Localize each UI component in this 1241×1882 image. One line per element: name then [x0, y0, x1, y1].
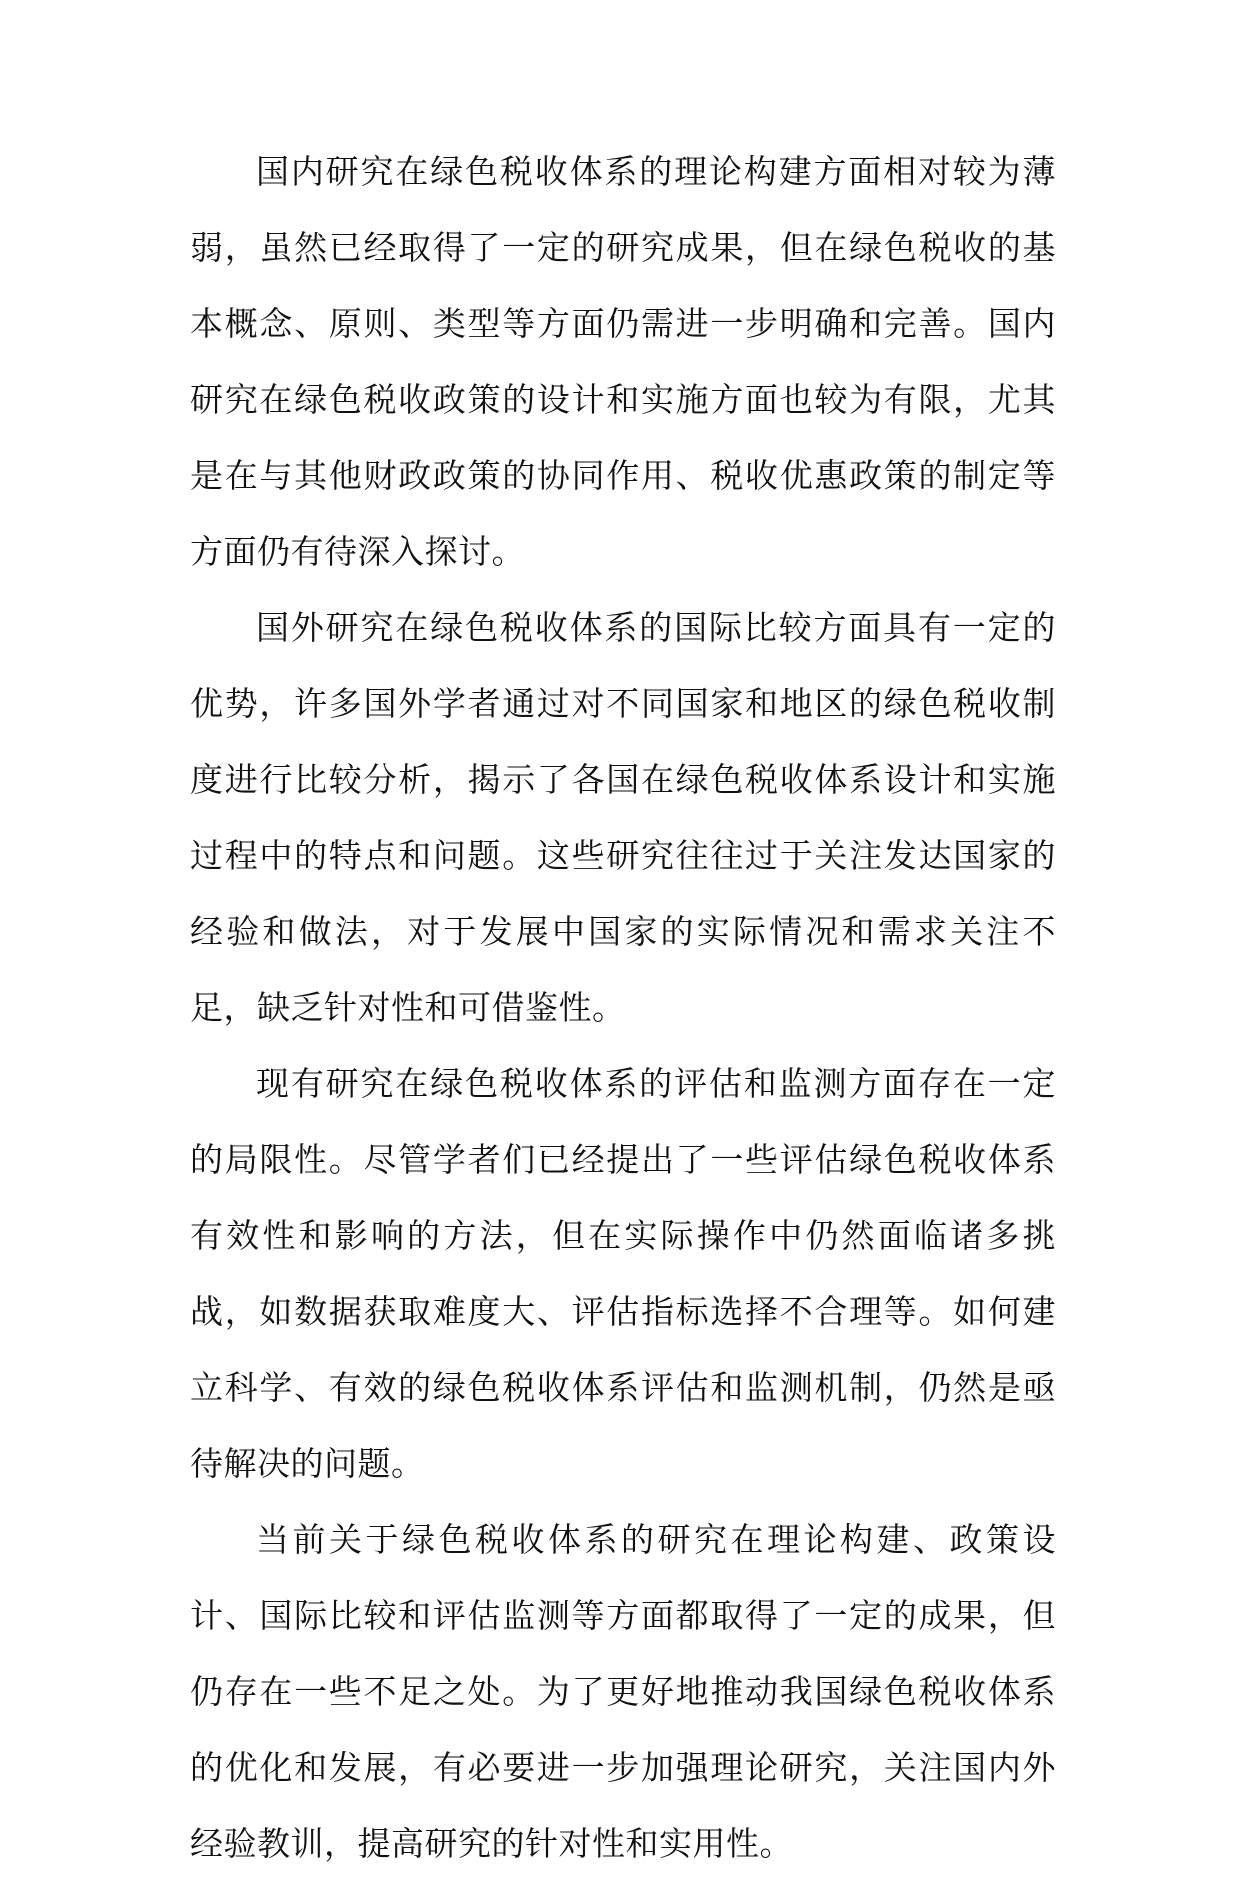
- paragraph-evaluation-monitoring: 现有研究在绿色税收体系的评估和监测方面存在一定的局限性。尽管学者们已经提出了一些评估绿色税收体系有效性和影响的方法，但在实际操作中仍然面临诸多挑战，如数据获取难度大、评估指标选择不合理等。如何建立科学、有效的绿色税收体系评估和监测机制，仍然是亟待解决的问题。: [190, 1064, 1056, 1483]
- paragraph-domestic-research: 国内研究在绿色税收体系的理论构建方面相对较为薄弱，虽然已经取得了一定的研究成果，但在绿色税收的基本概念、原则、类型等方面仍需进一步明确和完善。国内研究在绿色税收政策的设计和实施方面也较为有限，尤其是在与其他财政政策的协同作用、税收优惠政策的制定等方面仍有待深入探讨。: [190, 152, 1056, 571]
- paragraph-foreign-research: 国外研究在绿色税收体系的国际比较方面具有一定的优势，许多国外学者通过对不同国家和地区的绿色税收制度进行比较分析，揭示了各国在绿色税收体系设计和实施过程中的特点和问题。这些研究往往过于关注发达国家的经验和做法，对于发展中国家的实际情况和需求关注不足，缺乏针对性和可借鉴性。: [190, 608, 1056, 1027]
- document-body: [190, 134, 1056, 1882]
- paragraph-summary: 当前关于绿色税收体系的研究在理论构建、政策设计、国际比较和评估监测等方面都取得了一定的成果，但仍存在一些不足之处。为了更好地推动我国绿色税收体系的优化和发展，有必要进一步加强理论研究，关注国内外经验教训，提高研究的针对性和实用性。: [190, 1520, 1056, 1863]
